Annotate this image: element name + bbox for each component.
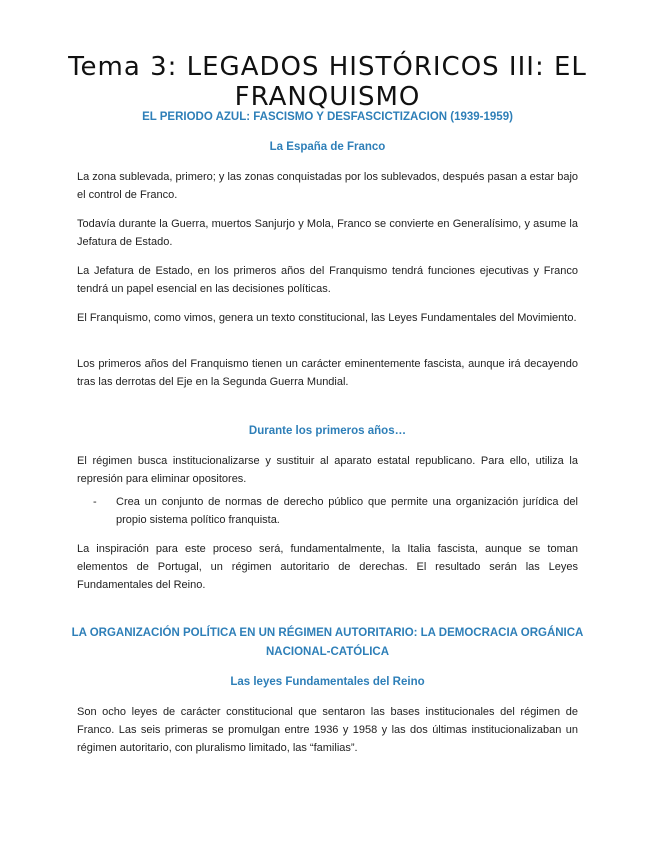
subheading-primeros-anos: Durante los primeros años… (248, 425, 407, 437)
paragraph: El régimen busca institucionalizarse y sustituir al aparato estatal republicano. Para ello, utiliza la represión para eliminar opositores. (77, 455, 578, 485)
bullet-item: Crea un conjunto de normas de derecho público que permite una organización jurídica del propio sistema político franquista. (116, 496, 578, 526)
paragraph: La Jefatura de Estado, en los primeros años del Franquismo tendrá funciones ejecutivas y Franco tendrá un papel esencial en las decisiones políticas. (77, 265, 578, 295)
subheading-leyes-fundamentales: Las leyes Fundamentales del Reino (230, 676, 425, 688)
subheading-espana-de-franco: La España de Franco (269, 141, 386, 153)
section-heading-periodo-azul: EL PERIODO AZUL: FASCISMO Y DESFASCICTIZACION (1939-1959) (142, 111, 513, 123)
paragraph: La zona sublevada, primero; y las zonas conquistadas por los sublevados, después pasan a estar bajo el control de Franco. (77, 171, 578, 201)
paragraph: Los primeros años del Franquismo tienen un carácter eminentemente fascista, aunque irá decayendo tras las derrotas del Eje en la Segunda Guerra Mundial. (77, 358, 578, 388)
page-title: Tema 3: LEGADOS HISTÓRICOS III: EL FRANQUISMO (68, 52, 587, 112)
paragraph: Todavía durante la Guerra, muertos Sanjurjo y Mola, Franco se convierte en Generalísimo, y asume la Jefatura de Estado. (77, 218, 578, 248)
bullet-marker: - (93, 496, 97, 508)
paragraph: Son ocho leyes de carácter constitucional que sentaron las bases institucionales del régimen de Franco. Las seis primeras se promulgan entre 1936 y 1958 y las dos últimas institucionalizaban un régimen autoritario, con pluralismo limitado, las “familias”. (77, 706, 578, 754)
section-heading-organizacion-politica: LA ORGANIZACIÓN POLÍTICA EN UN RÉGIMEN AUTORITARIO: LA DEMOCRACIA ORGÁNICA NACIONAL-CATÓLICA (71, 627, 584, 658)
paragraph: El Franquismo, como vimos, genera un texto constitucional, las Leyes Fundamentales del Movimiento. (77, 312, 577, 324)
paragraph: La inspiración para este proceso será, fundamentalmente, la Italia fascista, aunque se toman elementos de Portugal, un régimen autoritario de derechas. El resultado serán las Leyes Fundamentales del Reino. (77, 543, 578, 591)
